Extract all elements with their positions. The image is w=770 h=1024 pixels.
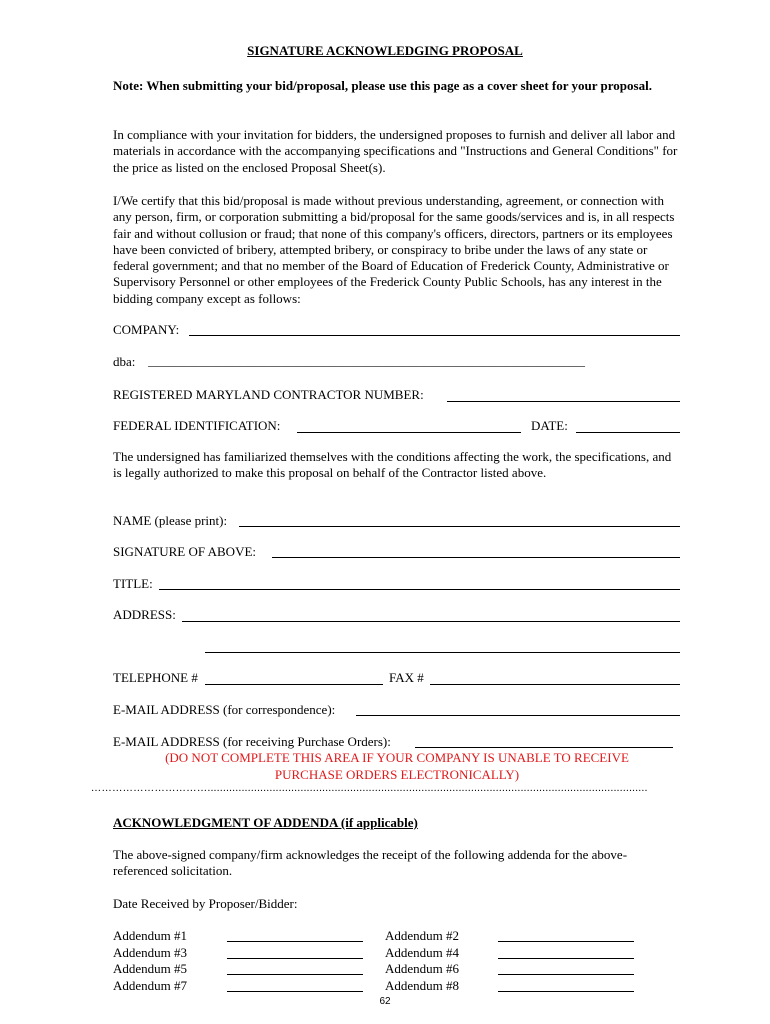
addendum-1-date-field[interactable]: [227, 941, 363, 942]
title-label: TITLE:: [113, 576, 153, 591]
addendum-7-date-field[interactable]: [227, 991, 363, 992]
addendum-2-label: Addendum #2: [385, 928, 460, 943]
address-field-line1[interactable]: [182, 621, 680, 622]
contractor-number-label: REGISTERED MARYLAND CONTRACTOR NUMBER:: [113, 387, 424, 402]
addendum-7-label: Addendum #7: [113, 977, 188, 993]
addenda-heading: ACKNOWLEDGMENT OF ADDENDA (if applicable): [113, 815, 418, 830]
email-correspondence-field[interactable]: [356, 715, 680, 716]
familiarity-paragraph: The undersigned has familiarized themselves with the conditions affecting the work, the specifications, and is legally authorized to make this proposal on behalf of the Contractor listed above.: [113, 449, 672, 481]
page-title: SIGNATURE ACKNOWLEDGING PROPOSAL: [247, 43, 523, 58]
email-po-label: E-MAIL ADDRESS (for receiving Purchase Orders):: [113, 734, 391, 749]
federal-id-field[interactable]: [297, 432, 521, 433]
email-po-field[interactable]: [415, 747, 673, 748]
company-label: COMPANY:: [113, 322, 180, 337]
dotted-separator: ……………………………..............................................................................................................................................: [91, 783, 648, 794]
fax-label: FAX #: [389, 670, 424, 685]
addenda-paragraph: The above-signed company/firm acknowledges the receipt of the following addenda for the above-referenced solicitation.: [113, 847, 628, 879]
fax-field[interactable]: [430, 684, 680, 685]
addendum-6-label: Addendum #6: [385, 961, 460, 976]
dba-field[interactable]: ____________________________________________________________________________: [148, 356, 585, 368]
addendum-4-label: Addendum #4: [385, 944, 460, 960]
address-label: ADDRESS:: [113, 607, 176, 622]
addendum-4-date-field[interactable]: [498, 958, 634, 959]
addendum-3-date-field[interactable]: [227, 958, 363, 959]
address-field-line2[interactable]: [205, 652, 680, 653]
addendum-5-date-field[interactable]: [227, 974, 363, 975]
telephone-field[interactable]: [205, 684, 383, 685]
signature-field[interactable]: [272, 557, 680, 558]
name-label: NAME (please print):: [113, 513, 228, 528]
date-label: DATE:: [531, 418, 568, 433]
addendum-6-date-field[interactable]: [498, 974, 634, 975]
addendum-8-label: Addendum #8: [385, 977, 460, 993]
federal-id-label: FEDERAL IDENTIFICATION:: [113, 418, 281, 433]
addendum-3-label: Addendum #3: [113, 944, 188, 960]
date-field[interactable]: [576, 432, 680, 433]
title-field[interactable]: [159, 589, 680, 590]
signature-label: SIGNATURE OF ABOVE:: [113, 544, 257, 559]
email-correspondence-label: E-MAIL ADDRESS (for correspondence):: [113, 702, 336, 717]
po-warning-line2: PURCHASE ORDERS ELECTRONICALLY): [274, 767, 520, 782]
contractor-number-field[interactable]: [447, 401, 680, 402]
telephone-label: TELEPHONE #: [113, 670, 198, 685]
addendum-1-label: Addendum #1: [113, 928, 188, 943]
name-field[interactable]: [239, 526, 680, 527]
po-warning-line1: (DO NOT COMPLETE THIS AREA IF YOUR COMPANY IS UNABLE TO RECEIVE: [165, 750, 629, 765]
addendum-5-label: Addendum #5: [113, 961, 188, 976]
date-received-label: Date Received by Proposer/Bidder:: [113, 896, 298, 911]
page-number: 62: [379, 996, 391, 1007]
company-field[interactable]: [189, 335, 680, 336]
addendum-8-date-field[interactable]: [498, 991, 634, 992]
certification-paragraph: I/We certify that this bid/proposal is made without previous understanding, agreement, or connection with any person, firm, or corporation submitting a bid/proposal for the same goods/services and is, in all respects fair and without collusion or fraud; that none of this company's officers, directors, partners or its employees have been convicted of bribery, attempted bribery, or conspiracy to bribe under the laws of any state or federal government; and that no member of the Board of Education of Frederick County, Administrative or Supervisory Personnel or other employees of the Frederick County Public Schools, has any interest in the bidding company except as follows:: [113, 193, 675, 306]
compliance-paragraph: In compliance with your invitation for bidders, the undersigned proposes to furnish and deliver all labor and materials in accordance with the accompanying specifications and "Instructions and General Conditions" for the price as listed on the enclosed Proposal Sheet(s).: [113, 127, 678, 175]
dba-label: dba:: [113, 354, 136, 369]
addendum-2-date-field[interactable]: [498, 941, 634, 942]
cover-sheet-note: Note: When submitting your bid/proposal, please use this page as a cover sheet for your proposal.: [113, 78, 652, 93]
